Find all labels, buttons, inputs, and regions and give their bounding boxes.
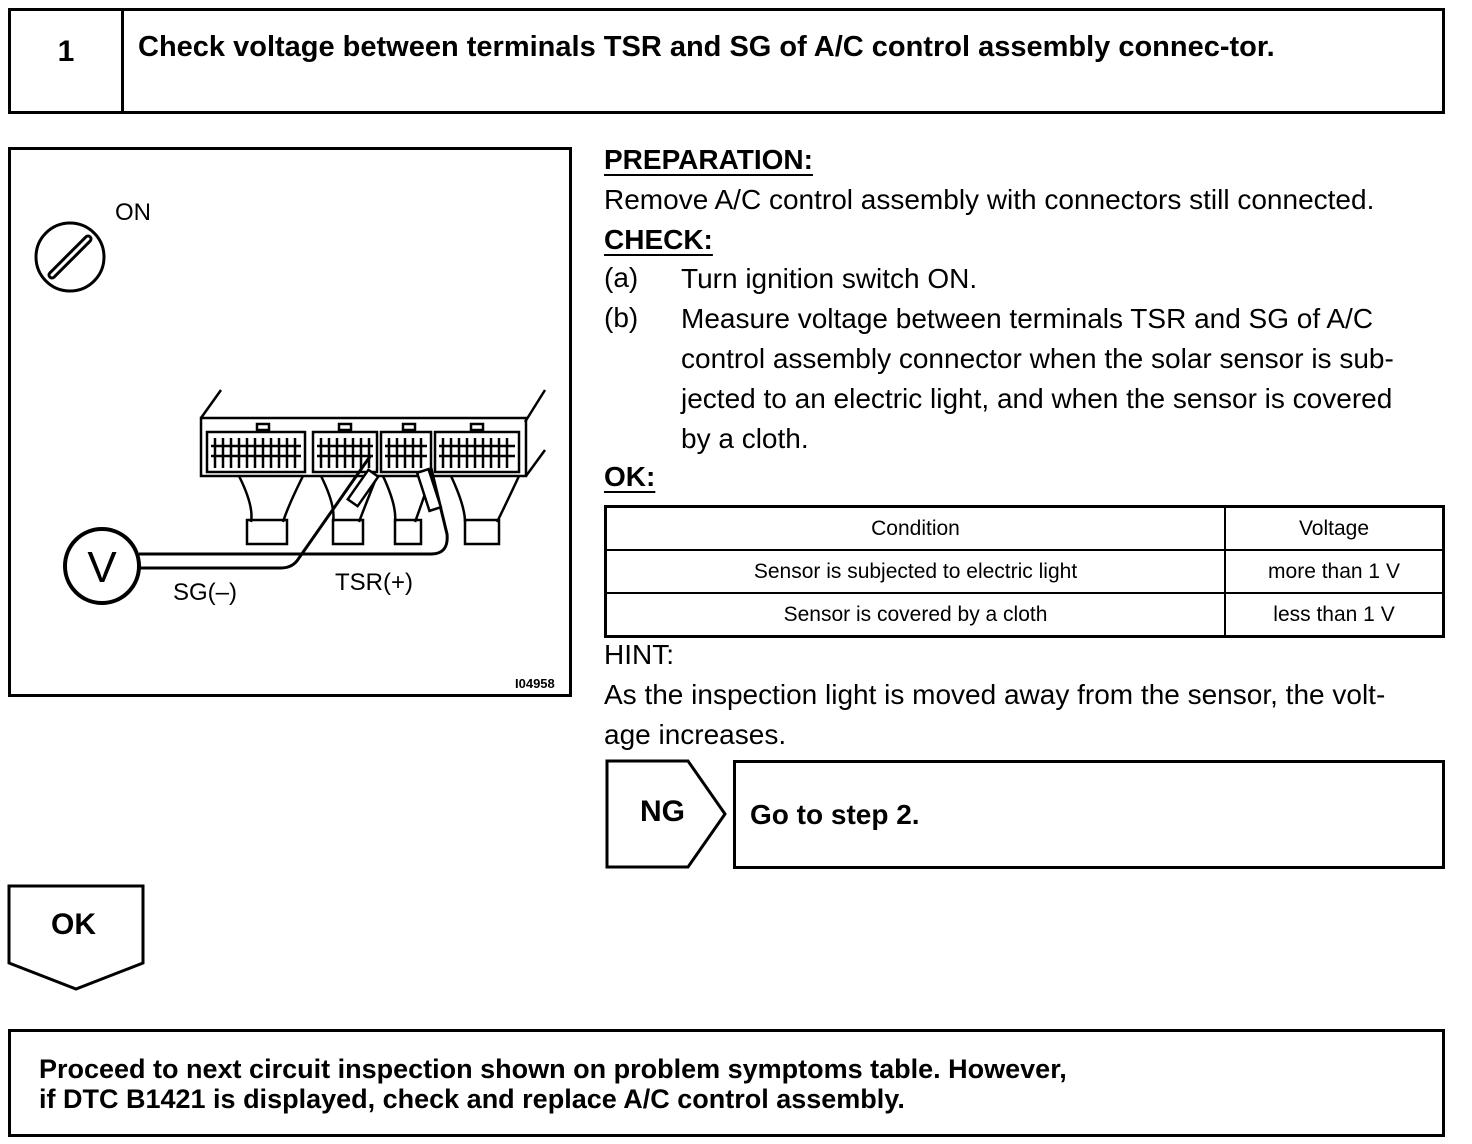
connector-diagram bbox=[11, 150, 569, 694]
check-item-text: Turn ignition switch ON. bbox=[681, 263, 978, 294]
hint-text: age increases. bbox=[604, 719, 787, 750]
connector-icon bbox=[201, 390, 545, 544]
check-heading: CHECK: bbox=[604, 224, 713, 255]
sg-probe-label: SG(–) bbox=[173, 579, 238, 606]
ok-label: OK bbox=[51, 908, 96, 941]
check-item-text: Measure voltage between terminals TSR and SG of A/C bbox=[681, 303, 1374, 334]
ng-action-box bbox=[733, 760, 1445, 869]
tsr-probe-label: TSR(+) bbox=[335, 569, 413, 596]
check-item-text: control assembly connector when the solar sensor is sub- bbox=[681, 343, 1394, 374]
ignition-switch-icon bbox=[36, 223, 104, 291]
check-item-label: (b) bbox=[604, 302, 639, 333]
table-row bbox=[606, 593, 1444, 637]
ng-label: NG bbox=[640, 795, 685, 828]
table-cell: more than 1 V bbox=[1225, 550, 1444, 593]
ok-table bbox=[604, 505, 1445, 638]
final-line: Proceed to next circuit inspection shown on problem symptoms table. However, bbox=[39, 1054, 1067, 1084]
preparation-text: Remove A/C control assembly with connectors still connected. bbox=[604, 184, 1375, 215]
check-item-text: by a cloth. bbox=[681, 423, 809, 454]
step-header bbox=[8, 8, 1445, 114]
final-line: if DTC B1421 is displayed, check and replace A/C control assembly. bbox=[39, 1084, 905, 1114]
check-item-text: jected to an electric light, and when the sensor is covered bbox=[681, 383, 1393, 414]
step-title: Check voltage between terminals TSR and SG of A/C control assembly connec-tor. bbox=[138, 31, 1275, 63]
wiring-illustration bbox=[8, 147, 572, 697]
voltmeter-symbol: V bbox=[87, 543, 117, 592]
hint-text: As the inspection light is moved away from the sensor, the volt- bbox=[604, 679, 1386, 710]
preparation-heading: PREPARATION: bbox=[604, 144, 813, 175]
voltmeter-icon bbox=[65, 529, 139, 603]
ok-heading: OK: bbox=[604, 461, 656, 492]
table-header: Condition bbox=[606, 507, 1226, 551]
ng-action-text: Go to step 2. bbox=[750, 799, 920, 830]
switch-on-label: ON bbox=[115, 199, 151, 226]
table-header: Voltage bbox=[1225, 507, 1444, 551]
table-row bbox=[606, 550, 1444, 593]
final-instruction-text bbox=[39, 1054, 1067, 1114]
check-item-label: (a) bbox=[604, 262, 639, 293]
hint-label: HINT: bbox=[604, 639, 674, 670]
table-header-row bbox=[606, 507, 1444, 551]
figure-id: I04958 bbox=[515, 676, 555, 691]
table-cell: less than 1 V bbox=[1225, 593, 1444, 637]
step-number: 1 bbox=[11, 11, 124, 111]
table-cell: Sensor is covered by a cloth bbox=[606, 593, 1226, 637]
table-cell: Sensor is subjected to electric light bbox=[606, 550, 1226, 593]
final-instruction-box bbox=[8, 1029, 1445, 1137]
